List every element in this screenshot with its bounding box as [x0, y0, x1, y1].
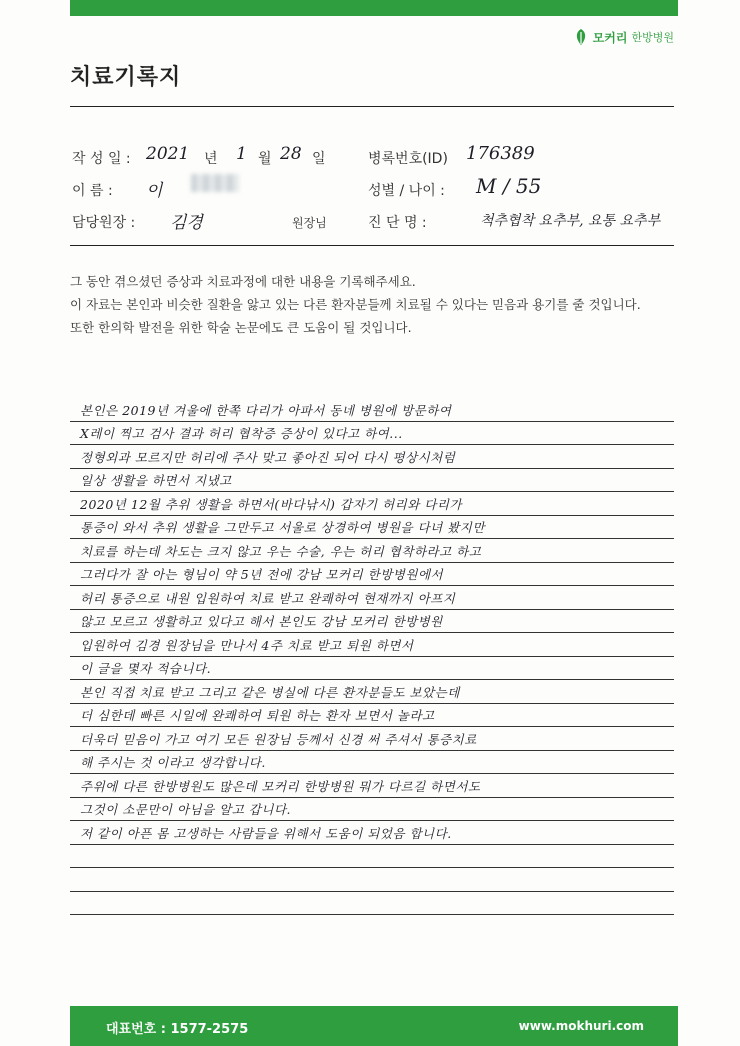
ruled-line	[70, 445, 674, 469]
handwritten-text: 더욱더 믿음이 가고 여기 모든 원장님 등께서 신경 써 주셔서 통증치료	[80, 731, 477, 747]
ruled-line	[70, 845, 674, 869]
ruled-line	[70, 563, 674, 587]
handwritten-text: 본인은 2019년 겨울에 한쪽 다리가 아파서 동네 병원에 방문하여	[80, 402, 452, 418]
ruled-line	[70, 610, 674, 634]
ruled-line	[70, 821, 674, 845]
footer-bar	[70, 1006, 678, 1046]
ruled-line	[70, 469, 674, 493]
ruled-line	[70, 704, 674, 728]
ruled-line	[70, 798, 674, 822]
record-label: 병록번호(ID)	[368, 151, 448, 167]
handwritten-text: 그러다가 잘 아는 형님이 약 5년 전에 강남 모커리 한방병원에서	[80, 567, 444, 582]
leaf-logo-icon	[573, 28, 589, 46]
ruled-line	[70, 539, 674, 563]
footer-phone: 대표번호 : 1577-2575	[106, 1022, 249, 1037]
logo-subtitle: 한방병원	[631, 31, 674, 44]
handwritten-text: 2020년 12월 추위 생활을 하면서(바다낚시) 갑자기 허리와 다리가	[80, 496, 463, 512]
ruled-line	[70, 633, 674, 657]
logo-name: 모커리	[592, 30, 628, 45]
diagnosis-label: 진 단 명 :	[368, 215, 427, 231]
header-bottom-rule	[70, 245, 674, 246]
day-unit: 일	[312, 151, 326, 167]
doctor-label: 담당원장 :	[72, 215, 136, 231]
intro-text	[70, 270, 641, 339]
intro-line: 이 자료는 본인과 비슷한 질환을 앓고 있는 다른 환자분들께 치료될 수 있다는 믿음과 용기를 줄 것입니다.	[70, 297, 641, 312]
name-label: 이 름 :	[72, 183, 113, 199]
record-value: 176389	[466, 143, 535, 164]
footer-website: www.mokhuri.com	[518, 1019, 644, 1033]
handwritten-text: 본인 직접 치료 받고 그리고 같은 병실에 다른 환자분들도 보았는데	[80, 684, 460, 700]
date-day-value: 28	[280, 144, 302, 164]
doctor-value: 김경	[170, 213, 203, 233]
ruled-line	[70, 680, 674, 704]
diagnosis-value: 척추협착 요추부, 요통 요추부	[480, 213, 661, 229]
gender-age-value: M / 55	[476, 174, 542, 198]
date-month-value: 1	[236, 144, 247, 164]
ruled-line	[70, 516, 674, 540]
handwritten-text: 더 심한데 빠른 시일에 완쾌하여 퇴원 하는 환자 보면서 놀라고	[80, 708, 435, 723]
handwritten-text: 통증이 와서 추위 생활을 그만두고 서울로 상경하여 병원을 다녀 봤지만	[80, 520, 485, 535]
doctor-suffix: 원장님	[292, 216, 327, 230]
ruled-line	[70, 586, 674, 610]
gender-age-label: 성별 / 나이 :	[368, 183, 445, 199]
handwritten-text: 주위에 다른 한방병원도 많은데 모커리 한방병원 뭐가 다르길 하면서도	[80, 778, 481, 794]
handwritten-text: 입원하여 김경 원장님을 만나서 4주 치료 받고 퇴원 하면서	[80, 637, 414, 653]
handwritten-record	[70, 398, 674, 915]
handwritten-text: 해 주시는 것 이라고 생각합니다.	[80, 755, 266, 770]
ruled-line	[70, 751, 674, 775]
name-value: 이	[146, 181, 163, 201]
date-label: 작 성 일 :	[72, 151, 131, 167]
month-unit: 월	[258, 151, 272, 167]
handwritten-text: 정형외과 모르지만 허리에 주사 맞고 좋아진 되어 다시 평상시처럼	[80, 449, 456, 465]
ruled-line	[70, 868, 674, 892]
top-green-bar	[70, 0, 678, 16]
redacted-name	[191, 174, 239, 192]
handwritten-text: 이 글을 몇자 적습니다.	[80, 661, 212, 676]
ruled-line	[70, 422, 674, 446]
intro-line: 그 동안 겪으셨던 증상과 치료과정에 대한 내용을 기록해주세요.	[70, 274, 416, 289]
ruled-line	[70, 492, 674, 516]
ruled-line	[70, 774, 674, 798]
intro-line: 또한 한의학 발전을 위한 학술 논문에도 큰 도움이 될 것입니다.	[70, 320, 412, 335]
handwritten-text: 그것이 소문만이 아님을 알고 갑니다.	[80, 802, 291, 817]
handwritten-text: 않고 모르고 생활하고 있다고 해서 본인도 강남 모커리 한방병원	[80, 614, 443, 629]
title-rule	[70, 106, 674, 107]
date-year-value: 2021	[146, 144, 190, 164]
handwritten-text: X레이 찍고 검사 결과 허리 협착증 증상이 있다고 하여...	[80, 426, 403, 441]
ruled-line	[70, 657, 674, 681]
handwritten-text: 치료를 하는데 차도는 크지 않고 우는 수술, 우는 허리 협착하라고 하고	[80, 543, 482, 559]
ruled-line	[70, 727, 674, 751]
handwritten-text: 허리 통증으로 내원 입원하여 치료 받고 완쾌하여 현재까지 아프지	[80, 590, 456, 606]
handwritten-text: 저 같이 아픈 몸 고생하는 사람들을 위해서 도움이 되었음 합니다.	[80, 825, 452, 841]
year-unit: 년	[204, 151, 218, 167]
hospital-logo	[573, 28, 674, 46]
ruled-line	[70, 892, 674, 916]
ruled-line	[70, 398, 674, 422]
document-title: 치료기록지	[70, 65, 182, 90]
handwritten-text: 일상 생활을 하면서 지냈고	[80, 473, 232, 488]
